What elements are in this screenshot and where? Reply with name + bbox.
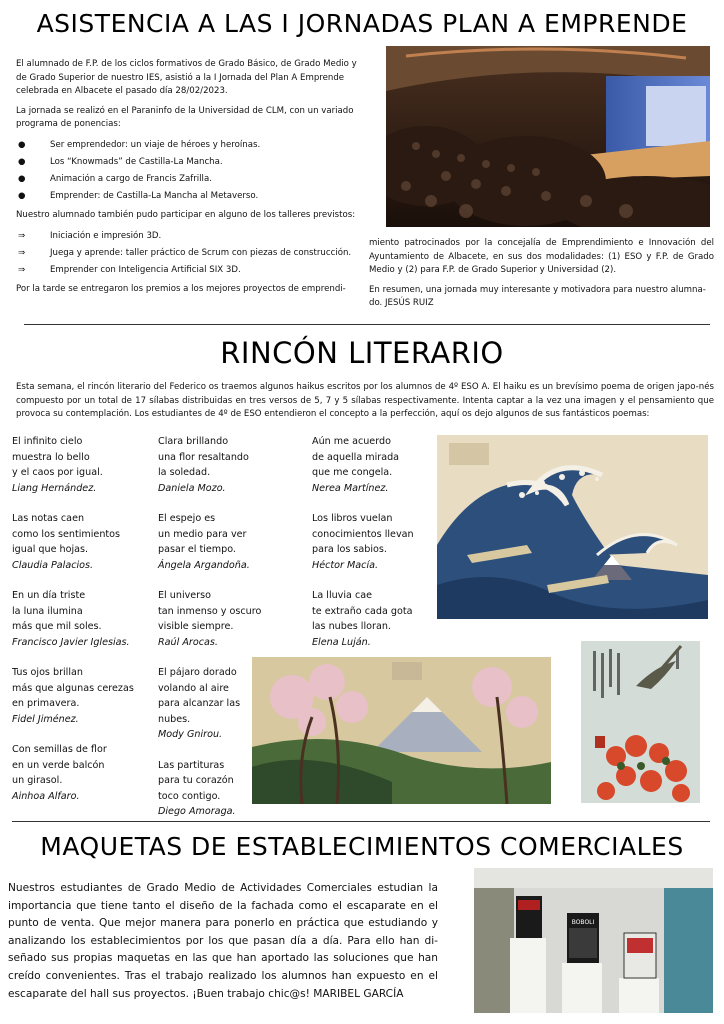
- haiku-line: pasar el tiempo.: [158, 544, 236, 555]
- list-item: ⇒ Emprender con Inteligencia Artificial SIX 3D.: [16, 262, 363, 279]
- haiku-line: tan inmenso y oscuro: [158, 605, 262, 617]
- haiku-author: Claudia Palacios.: [12, 559, 94, 571]
- jornadas-paragraph-continued: miento patrocinados por la concejalía de Emprendimiento e Innovación del Ayuntamiento de Albacete, en sus dos modalidades: (1) ESO y F.P. de Grado Medio y (2) para F.P. de Grado Superior y Universidad (2).: [369, 238, 714, 276]
- haiku-line: y el caos por igual.: [12, 467, 103, 478]
- section-title-maquetas: MAQUETAS DE ESTABLECIMIENTOS COMERCIALES: [40, 832, 684, 861]
- shop-models-photo: [474, 868, 713, 1013]
- bullet-icon: ●: [18, 190, 26, 201]
- jornadas-paragraph: La jornada se realizó en el Paraninfo de la Universidad de CLM, con un variado programa de ponencias:: [16, 105, 354, 130]
- jornadas-right-column: [369, 237, 714, 311]
- section-title-jornadas: ASISTENCIA A LAS I JORNADAS PLAN A EMPRENDE: [36, 9, 688, 38]
- haiku-author: Héctor Macía.: [312, 559, 379, 571]
- haiku-line: El pájaro dorado: [158, 667, 237, 678]
- haiku-line: Aún me acuerdo: [312, 436, 391, 447]
- haiku-author: Francisco Javier Iglesias.: [12, 636, 130, 648]
- bird-flowers-artwork: [581, 641, 700, 803]
- shop-model-sign: BOBOLI: [571, 919, 595, 926]
- haiku-line: nubes.: [158, 713, 191, 725]
- haiku-line: un medio para ver: [158, 528, 247, 540]
- haiku-line: que me congela.: [312, 467, 393, 478]
- haiku-line: visible siempre.: [158, 621, 234, 632]
- haiku-line: más que mil soles.: [12, 621, 102, 632]
- arrow-icon: ⇒: [18, 264, 26, 275]
- haiku-line: volando al aire: [158, 682, 229, 694]
- list-item: ● Los “Knowmads” de Castilla-La Mancha.: [16, 154, 363, 171]
- haiku: [312, 588, 432, 650]
- haiku-line: Las partituras: [158, 759, 225, 771]
- great-wave-artwork: [437, 435, 708, 619]
- haiku-line: para alcanzar las: [158, 698, 241, 709]
- haiku-line: El infinito cielo: [12, 436, 83, 447]
- rincon-intro: Esta semana, el rincón literario del Federico os traemos algunos haikus escritos por los alumnos de 4º ESO A. El haiku es un brevísimo poema de origen japo-nés compuesto por un total de 17 sílabas distribuidas en tres versos de 5, 7 y 5 sílabas respectivamente. Intenta captar a la vez una imagen y el pensamiento que provoca su contemplación. Los estudiantes de 4º de ESO entendieron el concepto a la perfección, aquí os dejo algunos de sus fantásticos poemas:: [16, 382, 714, 420]
- list-item: ● Ser emprendedor: un viaje de héroes y heroínas.: [16, 137, 363, 154]
- haiku-author: Raúl Arocas.: [158, 636, 218, 648]
- divider: [12, 821, 710, 822]
- list-item: ● Animación a cargo de Francis Zafrilla.: [16, 171, 363, 188]
- haiku-author: Daniela Mozo.: [158, 482, 226, 494]
- haiku: [158, 588, 303, 650]
- haiku-line: El espejo es: [158, 513, 216, 524]
- haiku-line: En un día triste: [12, 590, 86, 601]
- haiku-line: Los libros vuelan: [312, 513, 393, 524]
- auditorium-photo: [386, 46, 710, 227]
- haiku-column-1: [12, 434, 152, 819]
- bullet-icon: ●: [18, 139, 26, 150]
- haiku-author: Ángela Argandoña.: [158, 559, 250, 571]
- arrow-icon: ⇒: [18, 247, 26, 258]
- haiku-author: Nerea Martínez.: [312, 482, 389, 494]
- haiku-line: como los sentimientos: [12, 528, 121, 540]
- haiku-line: en primavera.: [12, 698, 80, 709]
- haiku-line: una flor resaltando: [158, 451, 249, 463]
- haiku-line: en un verde balcón: [12, 759, 105, 771]
- haiku-line: conocimientos llevan: [312, 528, 414, 540]
- jornadas-closing: En resumen, una jornada muy interesante y motivadora para nuestro alumna-do. JESÚS RUIZ: [369, 284, 706, 309]
- jornadas-intro: El alumnado de F.P. de los ciclos formativos de Grado Básico, de Grado Medio y de Grado Superior de nuestro IES, asistió a la I Jornada del Plan A Emprende celebrada en Albacete el pasado día 28/02/2023.: [16, 59, 357, 97]
- haiku-column-3: [312, 434, 432, 665]
- jornadas-paragraph: Por la tarde se entregaron los premios a los mejores proyectos de emprendi-: [16, 283, 346, 294]
- maquetas-body: Nuestros estudiantes de Grado Medio de Actividades Comerciales estudian la importancia que tiene tanto el diseño de la fachada como el escaparate en el punto de venta. Que mejor manera para ponerlo en práctica que estudiando y analizando los establecimientos por los que pasan día a día. Para ello han di-señado sus propias maquetas en las que han aportado las soluciones que han creído convenientes. Tras el trabajo realizado los alumnos han expuesto en el escaparate del hall sus proyectos. ¡Buen trabajo chic@s! MARIBEL GARCÍA: [8, 882, 438, 1000]
- haiku: [12, 742, 152, 804]
- haiku-line: El universo: [158, 590, 211, 601]
- haiku-line: te extraño cada gota: [312, 605, 413, 617]
- list-item: ⇒ Iniciación e impresión 3D.: [16, 228, 363, 245]
- haiku: [12, 434, 152, 496]
- haiku-line: Las notas caen: [12, 513, 85, 524]
- haiku-author: Ainhoa Alfaro.: [12, 790, 80, 802]
- arrow-icon: ⇒: [18, 230, 26, 241]
- haiku-line: un girasol.: [12, 775, 63, 786]
- haiku: [12, 588, 152, 650]
- haiku-author: Fidel Jiménez.: [12, 713, 79, 725]
- bullet-icon: ●: [18, 156, 26, 167]
- talks-list: [16, 137, 363, 205]
- haiku-author: Diego Amoraga.: [158, 806, 236, 817]
- haiku-line: para los sabios.: [312, 544, 387, 555]
- haiku-author: Elena Luján.: [312, 636, 371, 648]
- divider: [24, 324, 710, 325]
- list-item: ⇒ Juega y aprende: taller práctico de Scrum con piezas de construcción.: [16, 245, 363, 262]
- fuji-landscape-artwork: [252, 657, 551, 804]
- haiku-line: igual que hojas.: [12, 544, 89, 555]
- bullet-icon: ●: [18, 173, 26, 184]
- haiku-line: Tus ojos brillan: [12, 667, 83, 678]
- haiku-author: Mody Gnirou.: [158, 729, 223, 740]
- haiku-line: toco contigo.: [158, 790, 221, 802]
- jornadas-left-column: [16, 58, 363, 296]
- haiku: [312, 434, 432, 496]
- section-title-rincon-literario: RINCÓN LITERARIO: [220, 336, 504, 370]
- haiku: [158, 434, 303, 496]
- workshops-list: [16, 228, 363, 279]
- haiku-line: la soledad.: [158, 467, 211, 478]
- haiku-line: La lluvia cae: [312, 590, 373, 601]
- jornadas-paragraph: Nuestro alumnado también pudo participar en alguno de los talleres previstos:: [16, 209, 356, 220]
- haiku-line: la luna ilumina: [12, 605, 83, 617]
- haiku-line: Con semillas de flor: [12, 744, 107, 755]
- list-item: ● Emprender: de Castilla-La Mancha al Metaverso.: [16, 188, 363, 205]
- haiku-line: más que algunas cerezas: [12, 682, 134, 694]
- haiku-line: muestra lo bello: [12, 451, 90, 463]
- haiku-line: para tu corazón: [158, 775, 234, 786]
- haiku-line: de aquella mirada: [312, 451, 400, 463]
- haiku-line: Clara brillando: [158, 436, 229, 447]
- haiku-line: las nubes lloran.: [312, 621, 391, 632]
- haiku: [12, 511, 152, 573]
- haiku: [12, 665, 152, 727]
- haiku: [312, 511, 432, 573]
- haiku: [158, 511, 303, 573]
- haiku-author: Liang Hernández.: [12, 482, 97, 494]
